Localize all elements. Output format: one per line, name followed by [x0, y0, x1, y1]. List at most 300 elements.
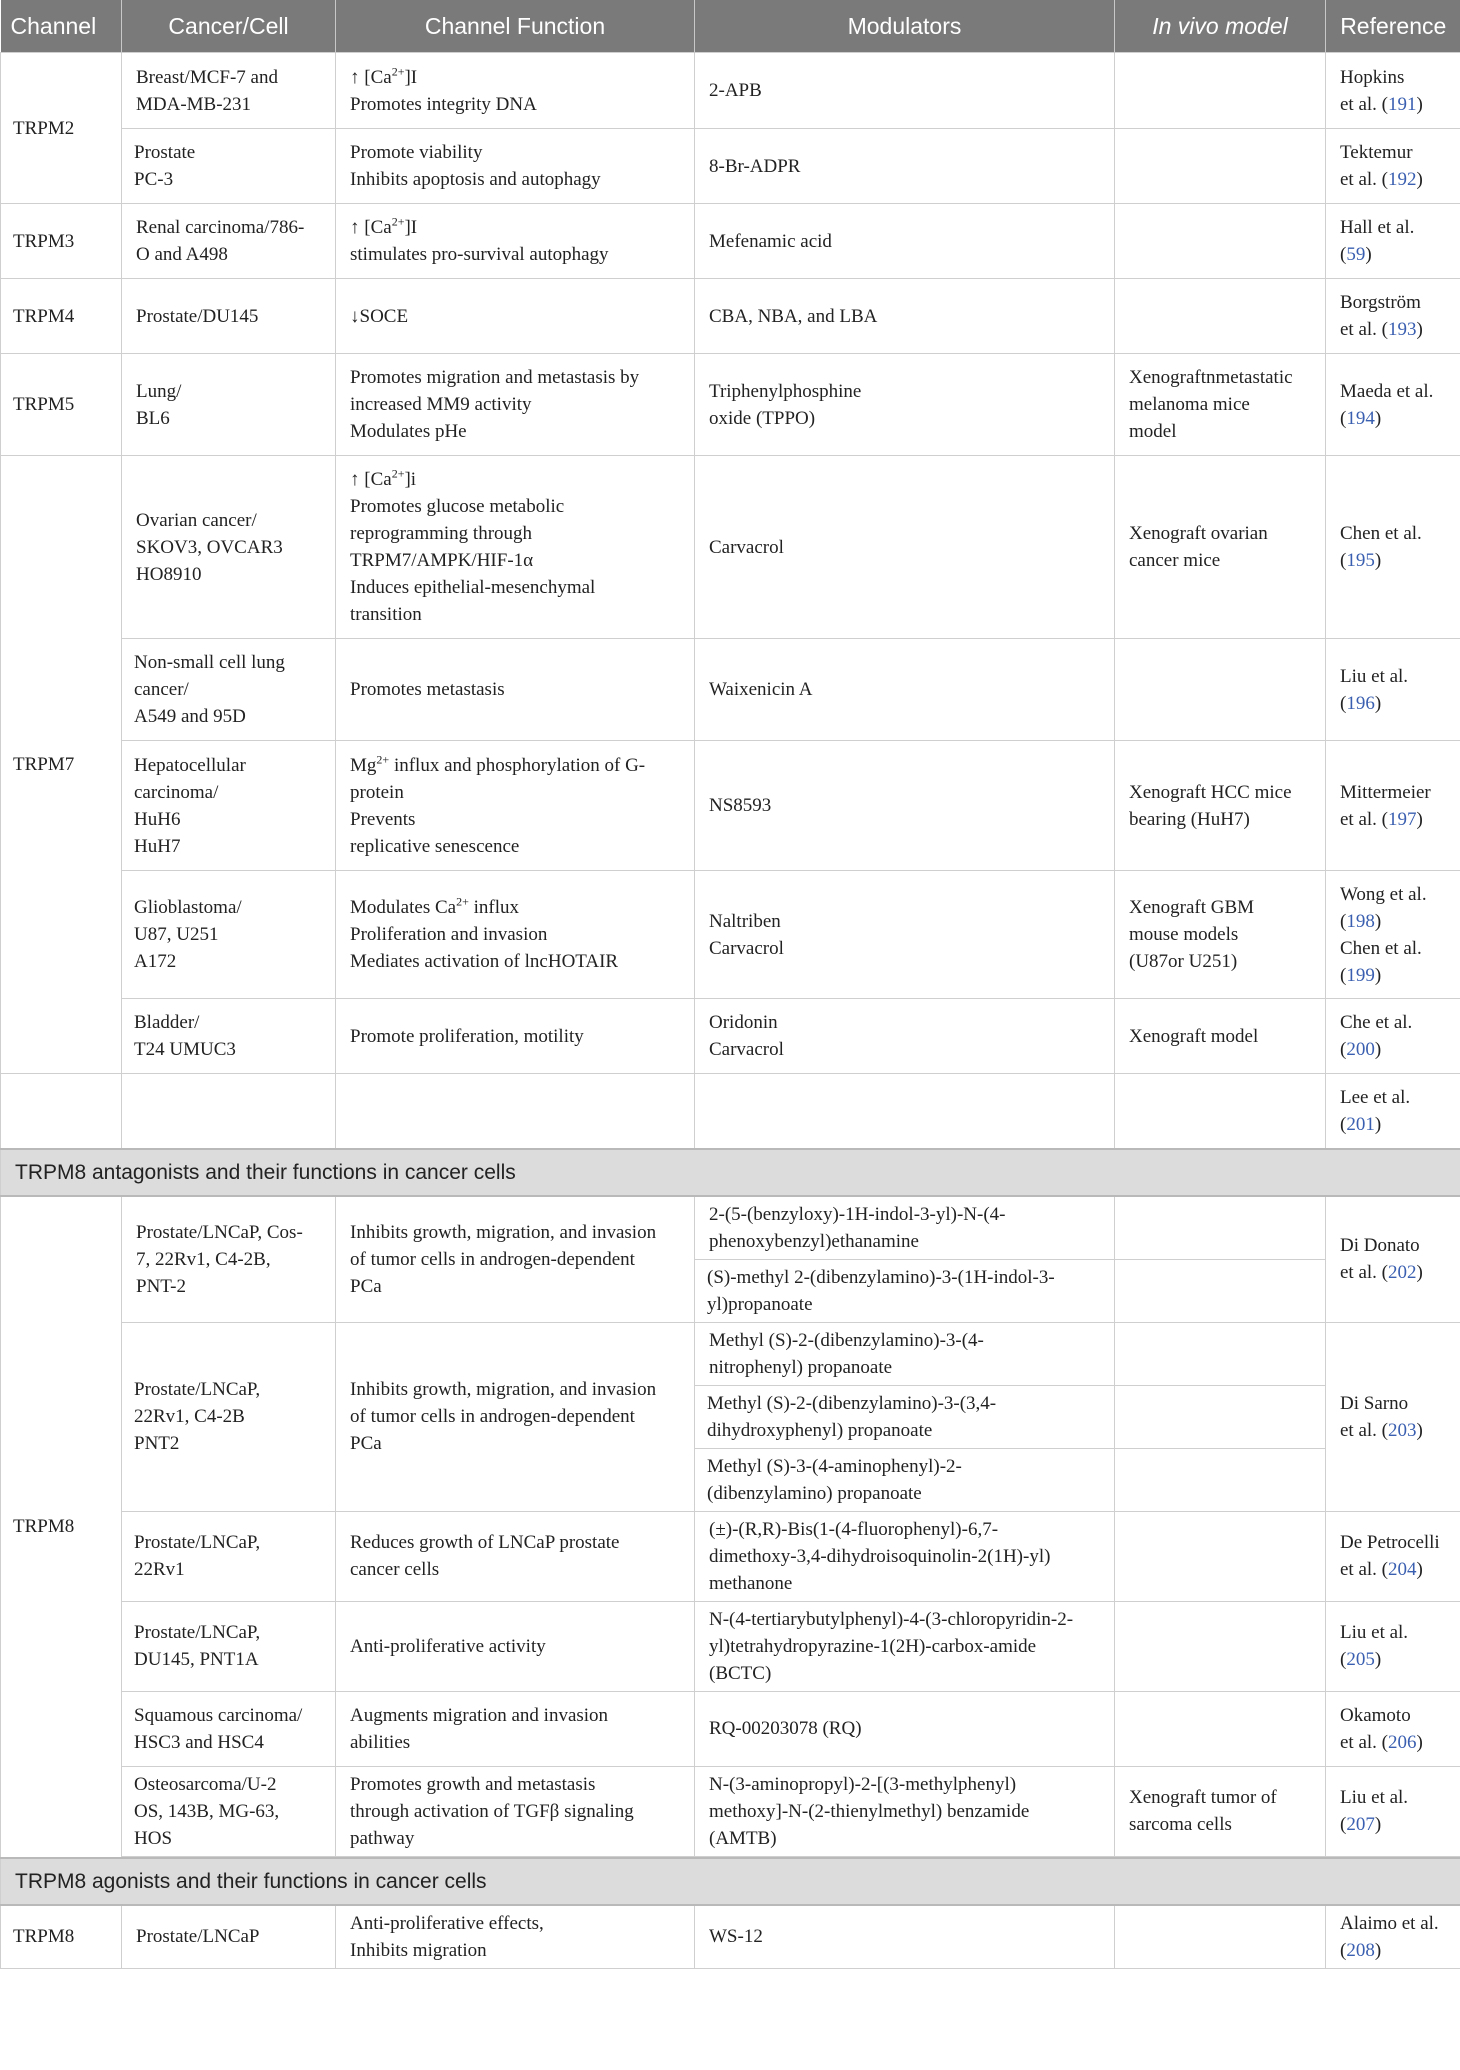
reference-author: Okamoto	[1340, 1704, 1411, 1726]
reference-link[interactable]: 195	[1346, 550, 1375, 571]
cell-line: Prostate/LNCaP, Cos-	[136, 1221, 303, 1243]
cancer-cell	[122, 279, 336, 354]
cell-line: 22Rv1, C4-2B	[134, 1406, 245, 1427]
reference-cell	[1326, 1905, 1460, 1969]
reference-cell	[1326, 741, 1460, 871]
cancer-cell	[122, 204, 336, 279]
function-cell	[336, 1691, 695, 1766]
function-cell	[336, 871, 695, 999]
cell-line: melanoma mice	[1129, 394, 1250, 415]
cell-line: $Mg^{2+}$ influx and phosphorylation of G-	[350, 752, 646, 776]
cell-line: Prostate/LNCaP,	[134, 1379, 261, 1400]
cell-line: ↓SOCE	[350, 305, 409, 327]
modulators-cell	[695, 741, 1115, 871]
cell-line: Promotes integrity DNA	[350, 93, 537, 115]
cell-line: PNT-2	[136, 1275, 186, 1297]
reference-author: Mittermeier	[1340, 781, 1431, 803]
reference-author: Che et al.	[1340, 1012, 1413, 1033]
reference-citation: et al. (202)	[1340, 1262, 1423, 1283]
channel-cell: TRPM4	[1, 279, 122, 354]
cancer-cell	[122, 1322, 336, 1511]
reference-link[interactable]: 197	[1388, 808, 1417, 830]
cell-line: N-(4-tertiarybutylphenyl)-4-(3-chloropyridin-2-	[709, 1608, 1074, 1630]
cell-line: HuH6	[134, 808, 181, 830]
cell-line: mouse models	[1129, 924, 1239, 945]
table-row	[1, 129, 1460, 204]
cell-line: U87, U251	[134, 924, 219, 945]
function-cell	[336, 129, 695, 204]
reference-author: De Petrocelli	[1340, 1532, 1440, 1553]
header-reference: Reference	[1326, 0, 1460, 53]
cell-line: protein	[350, 781, 404, 803]
reference-cell	[1326, 456, 1460, 639]
cell-line: Glioblastoma/	[134, 897, 242, 918]
cell-line: Waixenicin A	[709, 679, 813, 700]
table-row	[1, 639, 1460, 741]
cell-line: through activation of TGFβ signaling	[350, 1800, 634, 1822]
reference-cell	[1326, 1322, 1460, 1511]
cell-line: Modulates pHe	[350, 421, 467, 442]
modulators-cell	[695, 1074, 1115, 1149]
cell-line: Renal carcinoma/786-	[136, 217, 305, 238]
reference-citation: (199)	[1340, 964, 1382, 986]
reference-author: Alaimo et al.	[1340, 1912, 1439, 1934]
cell-line: Lung/	[136, 380, 182, 402]
cell-line: DU145, PNT1A	[134, 1649, 259, 1670]
reference-author: Di Donato	[1340, 1235, 1420, 1256]
in-vivo-cell	[1115, 999, 1326, 1074]
reference-citation: (194)	[1340, 407, 1382, 429]
cell-line: Reduces growth of LNCaP prostate	[350, 1532, 620, 1553]
reference-author: Maeda et al.	[1340, 380, 1434, 402]
table-row	[1, 1601, 1460, 1691]
table-row	[1, 1196, 1460, 1260]
reference-cell	[1326, 204, 1460, 279]
cancer-cell	[122, 871, 336, 999]
cell-line: bearing (HuH7)	[1129, 808, 1250, 830]
channel-cell: TRPM5	[1, 354, 122, 456]
reference-author: Di Sarno	[1340, 1392, 1409, 1414]
cell-line: (dibenzylamino) propanoate	[707, 1482, 922, 1504]
reference-link[interactable]: 191	[1388, 93, 1417, 115]
cell-line: (S)-methyl 2-(dibenzylamino)-3-(1H-indol-3-	[707, 1266, 1055, 1288]
reference-author: Liu et al.	[1340, 1622, 1409, 1643]
function-cell	[336, 741, 695, 871]
reference-author: Hopkins	[1340, 66, 1405, 88]
cell-line: Anti-proliferative activity	[350, 1635, 546, 1657]
channel-cell	[1, 1074, 122, 1149]
reference-citation: et al. (192)	[1340, 169, 1423, 190]
cell-line: Proliferation and invasion	[350, 924, 548, 945]
cell-line: (±)-(R,R)-Bis(1-(4-fluorophenyl)-6,7-	[709, 1518, 999, 1540]
in-vivo-cell	[1115, 871, 1326, 999]
cell-line: Xenograft GBM	[1129, 897, 1255, 918]
function-cell	[336, 279, 695, 354]
cell-line: methanone	[709, 1572, 793, 1594]
cell-line: Prevents	[350, 808, 416, 830]
cancer-cell	[122, 1905, 336, 1969]
cell-line: Squamous carcinoma/	[134, 1704, 303, 1726]
cell-line: Xenograft HCC mice	[1129, 781, 1292, 803]
cell-line: Mediates activation of lncHOTAIR	[350, 951, 619, 972]
table-row	[1, 999, 1460, 1074]
cell-line: Inhibits migration	[350, 1939, 487, 1961]
reference-citation: et al. (204)	[1340, 1559, 1423, 1580]
reference-link[interactable]: 205	[1346, 1649, 1375, 1670]
table-row	[1, 279, 1460, 354]
cell-line: phenoxybenzyl)ethanamine	[709, 1230, 919, 1252]
reference-cell	[1326, 1691, 1460, 1766]
cell-line: cancer/	[134, 679, 189, 700]
cell-line: Induces epithelial-mesenchymal	[350, 577, 596, 598]
modulators-cell	[695, 1691, 1115, 1766]
reference-cell	[1326, 129, 1460, 204]
cell-line: Xenograft tumor of	[1129, 1787, 1277, 1808]
modulators-cell	[695, 129, 1115, 204]
cell-line: ↑ $[Ca^{2+}]i$	[350, 466, 417, 490]
in-vivo-cell	[1115, 354, 1326, 456]
reference-author: Borgström	[1340, 292, 1421, 313]
cancer-cell	[122, 1074, 336, 1149]
reference-author: Hall et al.	[1340, 217, 1415, 238]
in-vivo-cell	[1115, 279, 1326, 354]
cell-line: NS8593	[709, 795, 772, 816]
cancer-cell	[122, 53, 336, 129]
cell-line: Prostate/LNCaP	[136, 1926, 260, 1947]
table-row	[1, 1511, 1460, 1601]
reference-link[interactable]: 203	[1388, 1419, 1417, 1441]
in-vivo-cell	[1115, 1259, 1326, 1322]
cell-line: model	[1129, 421, 1177, 442]
function-cell	[336, 1196, 695, 1323]
cell-line: of tumor cells in androgen-dependent	[350, 1406, 635, 1427]
function-cell	[336, 639, 695, 741]
cell-line: CBA, NBA, and LBA	[709, 305, 878, 327]
reference-author: Liu et al.	[1340, 665, 1409, 687]
modulators-cell	[695, 1601, 1115, 1691]
reference-link[interactable]: 206	[1388, 1731, 1417, 1753]
reference-citation: (205)	[1340, 1649, 1382, 1670]
function-cell	[336, 1905, 695, 1969]
cell-line: T24 UMUC3	[134, 1039, 236, 1060]
in-vivo-cell	[1115, 1196, 1326, 1260]
cell-line: 7, 22Rv1, C4-2B,	[136, 1248, 271, 1270]
reference-citation: (195)	[1340, 550, 1382, 571]
in-vivo-cell	[1115, 1905, 1326, 1969]
function-cell	[336, 1322, 695, 1511]
reference-link[interactable]: 201	[1346, 1113, 1375, 1135]
section-header	[1, 1149, 1460, 1196]
table-row	[1, 1905, 1460, 1969]
in-vivo-cell	[1115, 1385, 1326, 1448]
modulators-cell	[695, 354, 1115, 456]
cancer-cell	[122, 1691, 336, 1766]
cell-line: Bladder/	[134, 1012, 200, 1033]
in-vivo-cell	[1115, 1691, 1326, 1766]
reference-link[interactable]: 192	[1388, 169, 1417, 190]
cell-line: SKOV3, OVCAR3	[136, 536, 283, 558]
cell-line: stimulates pro-survival autophagy	[350, 244, 609, 265]
function-cell	[336, 53, 695, 129]
cell-line: Anti-proliferative effects,	[350, 1912, 544, 1934]
in-vivo-cell	[1115, 1322, 1326, 1385]
cell-line: 8-Br-ADPR	[709, 155, 801, 177]
reference-citation: (201)	[1340, 1113, 1382, 1135]
modulators-cell	[695, 871, 1115, 999]
in-vivo-cell	[1115, 1511, 1326, 1601]
reference-link[interactable]: 200	[1346, 1039, 1375, 1060]
cell-line: nitrophenyl) propanoate	[709, 1356, 893, 1378]
cell-line: Promotes growth and metastasis	[350, 1773, 596, 1795]
cell-line: Oridonin	[709, 1012, 778, 1033]
cell-line: Breast/MCF-7 and	[136, 66, 278, 88]
cell-line: HO8910	[136, 563, 202, 585]
cell-line: ↑ $[Ca^{2+}]I$	[350, 64, 418, 88]
reference-cell	[1326, 53, 1460, 129]
reference-link[interactable]: 198	[1346, 910, 1375, 932]
function-cell	[336, 354, 695, 456]
cell-line: HOS	[134, 1827, 173, 1849]
reference-cell	[1326, 999, 1460, 1074]
in-vivo-cell	[1115, 639, 1326, 741]
cell-line: Ovarian cancer/	[136, 509, 257, 531]
modulators-cell	[695, 53, 1115, 129]
channel-cell: TRPM8	[1, 1196, 122, 1858]
reference-cell	[1326, 1196, 1460, 1323]
reference-link[interactable]: 59	[1346, 244, 1366, 265]
table-row	[1, 456, 1460, 639]
cell-line: carcinoma/	[134, 781, 219, 803]
reference-citation: (59)	[1340, 244, 1372, 265]
cell-line: PCa	[350, 1433, 382, 1454]
reference-citation: (196)	[1340, 692, 1382, 714]
cell-line: (AMTB)	[709, 1827, 777, 1849]
reference-cell	[1326, 354, 1460, 456]
cell-line: Xenograft ovarian	[1129, 523, 1268, 544]
cell-line: Promotes migration and metastasis by	[350, 367, 640, 388]
modulators-cell	[695, 1448, 1115, 1511]
cell-line: RQ-00203078 (RQ)	[709, 1718, 862, 1739]
cell-line: OS, 143B, MG-63,	[134, 1800, 280, 1822]
cell-line: Triphenylphosphine	[709, 380, 862, 402]
reference-citation: et al. (191)	[1340, 93, 1423, 115]
cell-line: O and A498	[136, 244, 228, 265]
cell-line: oxide (TPPO)	[709, 407, 816, 429]
section-title-antagonists: TRPM8 antagonists and their functions in cancer cells	[1, 1149, 1460, 1196]
cell-line: yl)tetrahydropyrazine-1(2H)-carbox-amide	[709, 1635, 1037, 1657]
cell-line: 2-APB	[709, 80, 762, 101]
cell-line: (U87or U251)	[1129, 951, 1238, 972]
table-row	[1, 1766, 1460, 1856]
cell-line: Inhibits growth, migration, and invasion	[350, 1221, 657, 1243]
reference-link[interactable]: 193	[1388, 319, 1417, 340]
function-cell	[336, 1601, 695, 1691]
cell-line: Inhibits apoptosis and autophagy	[350, 169, 601, 190]
reference-citation: et al. (193)	[1340, 319, 1423, 340]
table-row	[1, 1322, 1460, 1385]
cell-line: Carvacrol	[709, 937, 784, 959]
cell-line: Osteosarcoma/U-2	[134, 1773, 277, 1795]
reference-link[interactable]: 199	[1346, 964, 1375, 986]
header-in-vivo-model: In vivo model	[1115, 0, 1326, 53]
modulators-cell	[695, 1766, 1115, 1856]
modulators-cell	[695, 279, 1115, 354]
modulators-cell	[695, 999, 1115, 1074]
function-cell	[336, 1074, 695, 1149]
cell-line: abilities	[350, 1731, 411, 1753]
header-channel: Channel	[1, 0, 122, 53]
reference-link[interactable]: 208	[1346, 1939, 1375, 1961]
modulators-cell	[695, 1905, 1115, 1969]
cell-line: Carvacrol	[709, 536, 784, 558]
cell-line: yl)propanoate	[707, 1293, 813, 1315]
table-row	[1, 354, 1460, 456]
modulators-cell	[695, 1196, 1115, 1260]
reference-citation: (200)	[1340, 1039, 1382, 1060]
in-vivo-cell	[1115, 1601, 1326, 1691]
section-title-agonists: TRPM8 agonists and their functions in cancer cells	[1, 1858, 1460, 1905]
modulators-cell	[695, 204, 1115, 279]
cell-line: Prostate/DU145	[136, 305, 259, 327]
cancer-cell	[122, 354, 336, 456]
reference-citation: (198)	[1340, 910, 1382, 932]
reference-link[interactable]: 207	[1346, 1814, 1375, 1835]
cancer-cell	[122, 1511, 336, 1601]
cell-line: Methyl (S)-2-(dibenzylamino)-3-(4-	[709, 1329, 984, 1351]
in-vivo-cell	[1115, 456, 1326, 639]
cancer-cell	[122, 639, 336, 741]
cell-line: A172	[134, 951, 177, 972]
in-vivo-cell	[1115, 53, 1326, 129]
cell-line: Methyl (S)-3-(4-aminophenyl)-2-	[707, 1455, 962, 1477]
header-modulators: Modulators	[695, 0, 1115, 53]
cell-line: of tumor cells in androgen-dependent	[350, 1248, 635, 1270]
channel-cell: TRPM3	[1, 204, 122, 279]
cell-line: Non-small cell lung	[134, 652, 285, 673]
modulators-cell	[695, 456, 1115, 639]
modulators-cell	[695, 1322, 1115, 1385]
reference-author: Chen et al.	[1340, 523, 1422, 544]
cell-line: N-(3-aminopropyl)-2-[(3-methylphenyl)	[709, 1773, 1017, 1795]
channel-cell: TRPM7	[1, 456, 122, 1074]
reference-cell	[1326, 1511, 1460, 1601]
section-header	[1, 1858, 1460, 1905]
cancer-cell	[122, 1601, 336, 1691]
reference-author: Wong et al.	[1340, 883, 1427, 905]
reference-cell	[1326, 871, 1460, 999]
cell-line: 22Rv1	[134, 1559, 185, 1580]
cell-line: PCa	[350, 1275, 382, 1297]
cell-line: WS-12	[709, 1926, 763, 1947]
cell-line: dimethoxy-3,4-dihydroisoquinolin-2(1H)-yl)	[709, 1545, 1051, 1567]
cell-line: Methyl (S)-2-(dibenzylamino)-3-(3,4-	[707, 1392, 997, 1414]
modulators-cell	[695, 1259, 1115, 1322]
reference-cell	[1326, 1074, 1460, 1149]
reference-citation: et al. (203)	[1340, 1419, 1423, 1441]
cell-line: HSC3 and HSC4	[134, 1731, 264, 1753]
reference-citation: et al. (206)	[1340, 1731, 1423, 1753]
cell-line: Naltriben	[709, 910, 781, 932]
cancer-cell	[122, 1766, 336, 1856]
function-cell	[336, 999, 695, 1074]
header-channel-function: Channel Function	[336, 0, 695, 53]
cell-line: HuH7	[134, 835, 181, 857]
cancer-cell	[122, 999, 336, 1074]
reference-link[interactable]: 204	[1388, 1559, 1417, 1580]
cell-line: increased MM9 activity	[350, 394, 532, 415]
cell-line: cancer mice	[1129, 550, 1221, 571]
function-cell	[336, 204, 695, 279]
reference-cell	[1326, 279, 1460, 354]
table-row	[1, 1074, 1460, 1149]
cancer-cell	[122, 129, 336, 204]
cell-line: Hepatocellular	[134, 754, 246, 776]
cell-line: BL6	[136, 407, 170, 429]
table-row	[1, 1691, 1460, 1766]
cell-line: Augments migration and invasion	[350, 1704, 609, 1726]
cell-line: Mefenamic acid	[709, 230, 832, 252]
in-vivo-cell	[1115, 204, 1326, 279]
cell-line: pathway	[350, 1827, 415, 1849]
cell-line: sarcoma cells	[1129, 1814, 1232, 1835]
cell-line: Promotes metastasis	[350, 679, 505, 700]
cell-line: Prostate/LNCaP,	[134, 1622, 261, 1643]
cell-line: Xenograftnmetastatic	[1129, 367, 1293, 388]
table-row	[1, 204, 1460, 279]
cell-line: methoxy]-N-(2-thienylmethyl) benzamide	[709, 1800, 1030, 1822]
reference-link[interactable]: 196	[1346, 692, 1375, 714]
cell-line: Prostate	[134, 142, 196, 163]
cell-line: cancer cells	[350, 1559, 440, 1580]
cell-line: TRPM7/AMPK/HIF-1α	[350, 550, 534, 571]
modulators-cell	[695, 1511, 1115, 1601]
reference-cell	[1326, 639, 1460, 741]
cell-line: Modulates $Ca^{2+}$ influx	[350, 894, 519, 918]
in-vivo-cell	[1115, 741, 1326, 871]
cell-line: 2-(5-(benzyloxy)-1H-indol-3-yl)-N-(4-	[709, 1203, 1006, 1225]
reference-link[interactable]: 194	[1346, 407, 1375, 429]
table-row	[1, 741, 1460, 871]
cancer-cell	[122, 741, 336, 871]
channel-cell: TRPM8	[1, 1905, 122, 1969]
modulators-cell	[695, 639, 1115, 741]
header-cancer-cell: Cancer/Cell	[122, 0, 336, 53]
cell-line: Inhibits growth, migration, and invasion	[350, 1379, 657, 1400]
in-vivo-cell	[1115, 129, 1326, 204]
cell-line: Promote proliferation, motility	[350, 1025, 584, 1047]
cell-line: Promotes glucose metabolic	[350, 496, 565, 517]
cancer-cell	[122, 456, 336, 639]
reference-cell	[1326, 1601, 1460, 1691]
reference-citation: (207)	[1340, 1814, 1382, 1835]
in-vivo-cell	[1115, 1766, 1326, 1856]
reference-author: Chen et al.	[1340, 937, 1422, 959]
channel-cell: TRPM2	[1, 53, 122, 204]
cell-line: (BCTC)	[709, 1662, 772, 1684]
cell-line: reprogramming through	[350, 523, 533, 544]
reference-citation: et al. (197)	[1340, 808, 1423, 830]
in-vivo-cell	[1115, 1074, 1326, 1149]
in-vivo-cell	[1115, 1448, 1326, 1511]
cell-line: dihydroxyphenyl) propanoate	[707, 1419, 933, 1441]
reference-author: Lee et al.	[1340, 1086, 1411, 1108]
cell-line: replicative senescence	[350, 835, 520, 857]
reference-author: Liu et al.	[1340, 1787, 1409, 1808]
cell-line: PNT2	[134, 1433, 180, 1454]
reference-link[interactable]: 202	[1388, 1262, 1417, 1283]
function-cell	[336, 456, 695, 639]
cell-line: ↑ $[Ca^{2+}]I$	[350, 214, 418, 238]
